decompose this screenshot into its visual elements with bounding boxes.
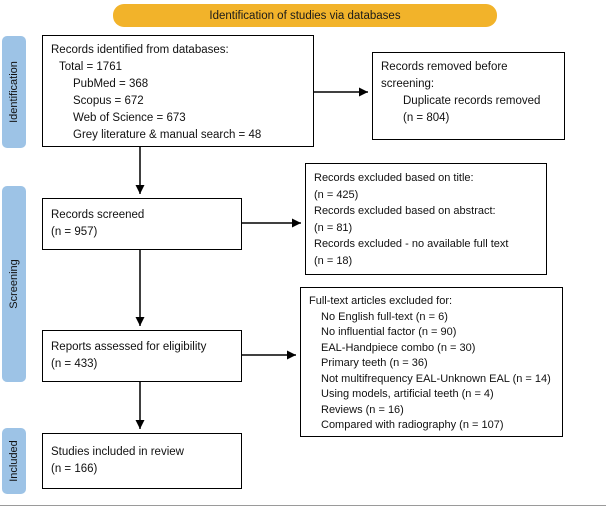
- box-fulltext-articles-excluded: [300, 287, 563, 437]
- stage-label-text: Screening: [8, 259, 20, 309]
- box-reports-assessed-eligibility: [42, 330, 242, 382]
- box-records-excluded-title-abstract-fulltext: [305, 163, 547, 275]
- text-line: Using models, artificial teeth (n = 4): [321, 388, 494, 400]
- box-studies-included-review: [42, 433, 242, 489]
- stage-label-included: [2, 428, 26, 494]
- text-line: No influential factor (n = 90): [321, 326, 457, 338]
- text-line: (n = 433): [51, 358, 98, 370]
- text-line: Web of Science = 673: [73, 112, 186, 124]
- text-line: Records excluded - no available full text: [314, 238, 509, 250]
- banner-identification-via-databases: [113, 4, 497, 27]
- text-line: (n = 957): [51, 226, 98, 238]
- text-line: Records identified from databases:: [51, 44, 229, 56]
- text-line: No English full-text (n = 6): [321, 310, 448, 323]
- bottom-divider: [0, 505, 606, 506]
- text-line: (n = 425): [314, 188, 359, 201]
- text-line: Scopus = 672: [73, 95, 144, 107]
- text-line: (n = 804): [403, 112, 450, 124]
- text-line: Grey literature & manual search = 48: [73, 129, 262, 141]
- box-records-screened: [42, 198, 242, 250]
- stage-label-identification: [2, 36, 26, 148]
- text-line: (n = 166): [51, 463, 98, 475]
- text-line: Studies included in review: [51, 446, 184, 458]
- stage-label-text: Included: [8, 440, 20, 482]
- text-line: Compared with radiography (n = 107): [321, 419, 504, 431]
- text-line: (n = 18): [314, 254, 353, 267]
- text-line: PubMed = 368: [73, 78, 149, 90]
- text-line: Reviews (n = 16): [321, 403, 404, 416]
- text-line: Duplicate records removed: [403, 95, 541, 107]
- text-line: Reports assessed for eligibility: [51, 341, 207, 353]
- text-line: Full-text articles excluded for:: [309, 295, 453, 307]
- box-records-removed-before-screening: [372, 52, 565, 140]
- box-records-identified: [42, 35, 314, 147]
- text-line: Records removed before screening:: [381, 61, 508, 90]
- text-line: EAL-Handpiece combo (n = 30): [321, 341, 476, 354]
- text-line: Total = 1761: [59, 61, 122, 73]
- text-line: Records screened: [51, 209, 145, 221]
- stage-label-screening: [2, 186, 26, 382]
- text-line: (n = 81): [314, 221, 353, 234]
- text-line: Records excluded based on title:: [314, 172, 474, 184]
- stage-label-text: Identification: [8, 61, 20, 123]
- banner-label: Identification of studies via databases: [209, 9, 401, 22]
- text-line: Records excluded based on abstract:: [314, 205, 496, 217]
- text-line: Not multifrequency EAL-Unknown EAL (n = 14): [321, 372, 551, 385]
- text-line: Primary teeth (n = 36): [321, 357, 428, 369]
